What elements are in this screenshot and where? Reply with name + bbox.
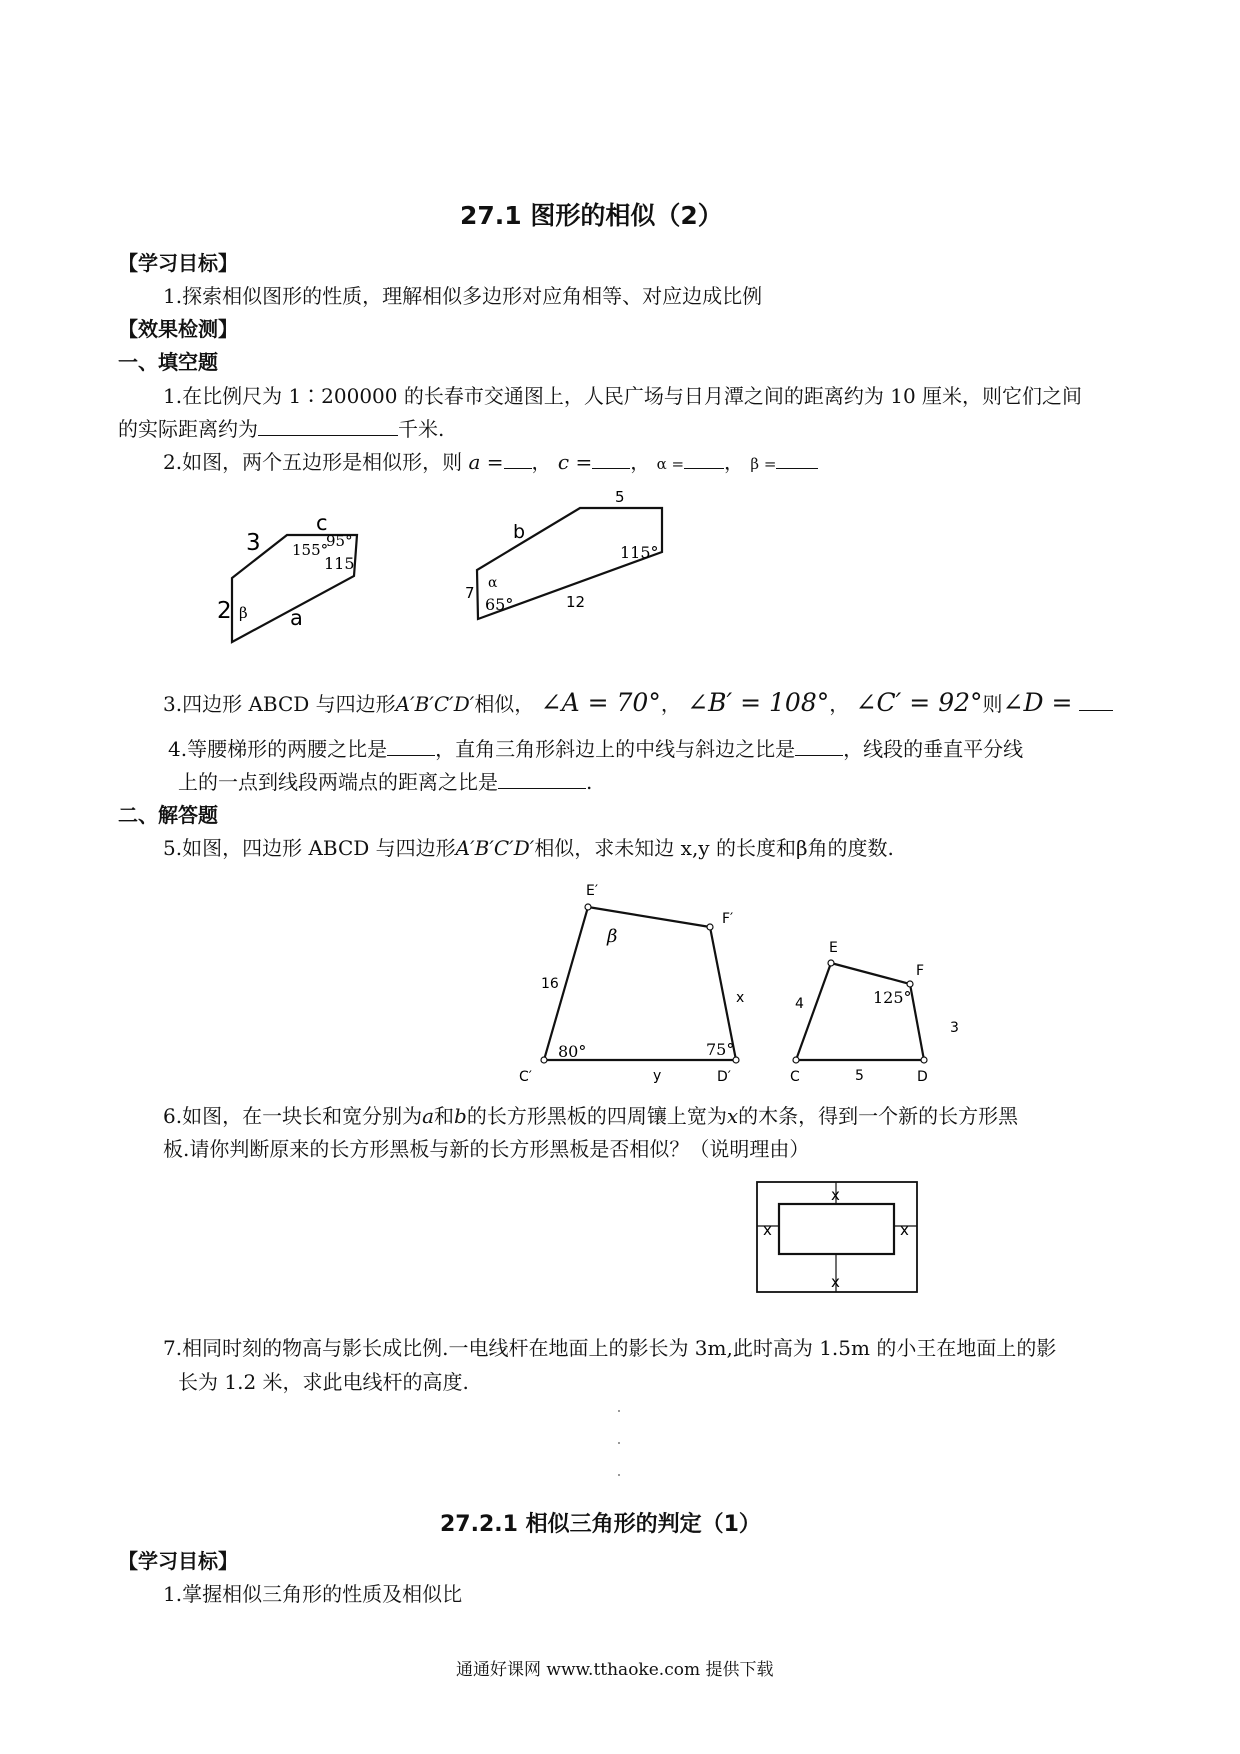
small-side-4: 4 [795, 996, 804, 1012]
question-4-blank-1 [387, 735, 435, 756]
question-3-pre: 3.四边形 ABCD 与四边形 [163, 692, 396, 716]
question-4-part-c: ，线段的垂直平分线 [843, 737, 1024, 761]
question-2-pre: 2.如图，两个五边形是相似形，则 [163, 450, 463, 474]
question-6-var-x: x [726, 1104, 739, 1128]
question-6-line2: 板.请你判断原来的长方形黑板与新的长方形黑板是否相似？（说明理由） [163, 1137, 810, 1161]
question-6-line1 [163, 1100, 1018, 1129]
question-2-blank-a [504, 448, 532, 469]
q6-label-bottom: x [831, 1273, 840, 1291]
question-3 [163, 688, 1113, 717]
section1-title: 27.1 图形的相似（2） [460, 201, 723, 230]
small-angle-155: 155° [292, 541, 329, 559]
figure-q6 [755, 1180, 931, 1296]
question-2-blank-beta [776, 448, 818, 469]
section2-title: 27.2.1 相似三角形的判定（1） [440, 1512, 761, 1537]
question-4-line1 [168, 733, 1023, 762]
question-3-blank [1079, 690, 1113, 711]
check-heading: 【效果检测】 [118, 317, 238, 341]
big-label-C: C′ [519, 1069, 532, 1085]
question-1-post: 千米. [398, 417, 445, 441]
question-3-comma-2: ， [829, 692, 850, 716]
big-label-E: E′ [586, 883, 599, 899]
q6-label-right: x [900, 1221, 909, 1239]
small-beta: β [239, 604, 248, 622]
question-3-angle-d: ∠D = [1002, 688, 1073, 717]
question-4-part-a: 4.等腰梯形的两腰之比是 [168, 737, 388, 761]
question-7-line1: 7.相同时刻的物高与影长成比例.一电线杆在地面上的影长为 3m,此时高为 1.5m 的小王在地面上的影 [163, 1336, 1057, 1360]
figure-q2 [200, 480, 700, 655]
question-2-sep-1: ， [531, 450, 552, 474]
question-3-angle-a: ∠A = 70° [540, 688, 661, 717]
q6-label-left: x [763, 1221, 772, 1239]
question-3-angle-c: ∠C′ = 92° [855, 688, 983, 717]
question-2-alpha: α = [656, 455, 685, 473]
small-side-c: c [316, 511, 328, 535]
small-side-a: a [290, 606, 303, 630]
big-side-y: y [653, 1068, 662, 1084]
question-3-comma-1: ， [660, 692, 681, 716]
question-2-var-a: a [468, 450, 481, 474]
question-2 [163, 446, 818, 475]
question-6-part-a: 6.如图，在一块长和宽分别为 [163, 1104, 423, 1128]
separator-dot-2 [618, 1442, 620, 1444]
question-5 [163, 832, 894, 861]
question-6-part-b: 的长方形黑板的四周镶上宽为 [466, 1104, 727, 1128]
figure-q5-small [780, 940, 980, 1090]
quadrilateral-small-shape [796, 963, 924, 1060]
small-label-D: D [917, 1069, 928, 1085]
question-6-and: 和 [434, 1104, 455, 1128]
inner-rectangle [779, 1204, 894, 1254]
small-label-C: C [790, 1069, 800, 1085]
question-6-var-b: b [454, 1104, 467, 1128]
section2-goals-heading: 【学习目标】 [118, 1549, 238, 1573]
q6-label-top: x [831, 1186, 840, 1204]
question-4-end: . [586, 770, 593, 794]
page-footer: 通通好课网 www.tthaoke.com 提供下载 [456, 1660, 774, 1680]
question-1-blank [258, 415, 398, 436]
goals-heading: 【学习目标】 [118, 251, 238, 275]
question-2-var-c: c [557, 450, 570, 474]
question-2-eq-2: = [575, 450, 593, 474]
question-2-blank-c [592, 448, 630, 469]
question-1-line1: 1.在比例尺为 1∶200000 的长春市交通图上，人民广场与日月潭之间的距离约为 10 厘米，则它们之间 [163, 384, 1083, 408]
section2-goal-1: 1.掌握相似三角形的性质及相似比 [163, 1582, 463, 1606]
question-3-angle-b: ∠B′ = 108° [687, 688, 830, 717]
small-side-3: 3 [246, 530, 261, 556]
quadrilateral-big [544, 907, 736, 1060]
large-side-12: 12 [566, 593, 586, 611]
question-3-mid: 相似， [474, 692, 535, 716]
question-7-line2: 长为 1.2 米，求此电线杆的高度. [178, 1370, 469, 1394]
big-label-D: D′ [717, 1069, 731, 1085]
big-side-16: 16 [541, 976, 559, 992]
question-3-then: 则 [982, 692, 1003, 716]
question-1-pre: 的实际距离约为 [118, 417, 258, 441]
big-side-x: x [736, 990, 745, 1006]
big-angle-80: 80° [558, 1042, 587, 1061]
large-side-5: 5 [615, 488, 625, 506]
separator-dot-1 [618, 1410, 620, 1412]
question-2-blank-alpha [684, 448, 724, 469]
question-6-part-c: 的木条，得到一个新的长方形黑 [738, 1104, 1019, 1128]
question-5-quad: A′B′C′D′ [455, 836, 535, 860]
small-angle-95: 95° [326, 532, 353, 550]
large-alpha: α [488, 575, 498, 591]
question-4-line2 [178, 766, 592, 795]
small-label-E: E [829, 940, 838, 956]
question-2-sep-3: ， [724, 450, 745, 474]
question-4-part-d: 上的一点到线段两端点的距离之比是 [178, 770, 498, 794]
question-1-line2 [118, 413, 444, 442]
small-side-5: 5 [855, 1068, 864, 1084]
small-angle-125: 125° [873, 988, 912, 1007]
small-side-2: 2 [217, 598, 232, 624]
small-angle-115: 115 [324, 554, 355, 573]
question-2-beta: β = [750, 455, 777, 473]
question-5-post: 相似，求未知边 x,y 的长度和β角的度数. [534, 836, 894, 860]
large-side-b: b [513, 521, 526, 543]
question-2-sep-2: ， [630, 450, 651, 474]
question-3-quad: A′B′C′D′ [395, 692, 475, 716]
goal-1: 1.探索相似图形的性质，理解相似多边形对应角相等、对应边成比例 [163, 284, 763, 308]
question-5-pre: 5.如图，四边形 ABCD 与四边形 [163, 836, 456, 860]
small-side-3: 3 [950, 1020, 959, 1036]
question-4-part-b: ，直角三角形斜边上的中线与斜边之比是 [435, 737, 796, 761]
question-4-blank-2 [795, 735, 843, 756]
part1-heading: 一、填空题 [118, 350, 218, 374]
big-angle-75: 75° [706, 1040, 735, 1059]
question-4-blank-3 [498, 768, 586, 789]
large-angle-65: 65° [485, 595, 514, 614]
large-angle-115: 115° [620, 543, 659, 562]
part2-heading: 二、解答题 [118, 803, 218, 827]
big-beta: β [607, 926, 618, 947]
question-6-var-a: a [422, 1104, 435, 1128]
separator-dot-3 [618, 1474, 620, 1476]
question-2-eq-1: = [486, 450, 504, 474]
large-side-7: 7 [465, 584, 475, 602]
big-label-F: F′ [722, 911, 734, 927]
small-label-F: F [916, 963, 925, 979]
